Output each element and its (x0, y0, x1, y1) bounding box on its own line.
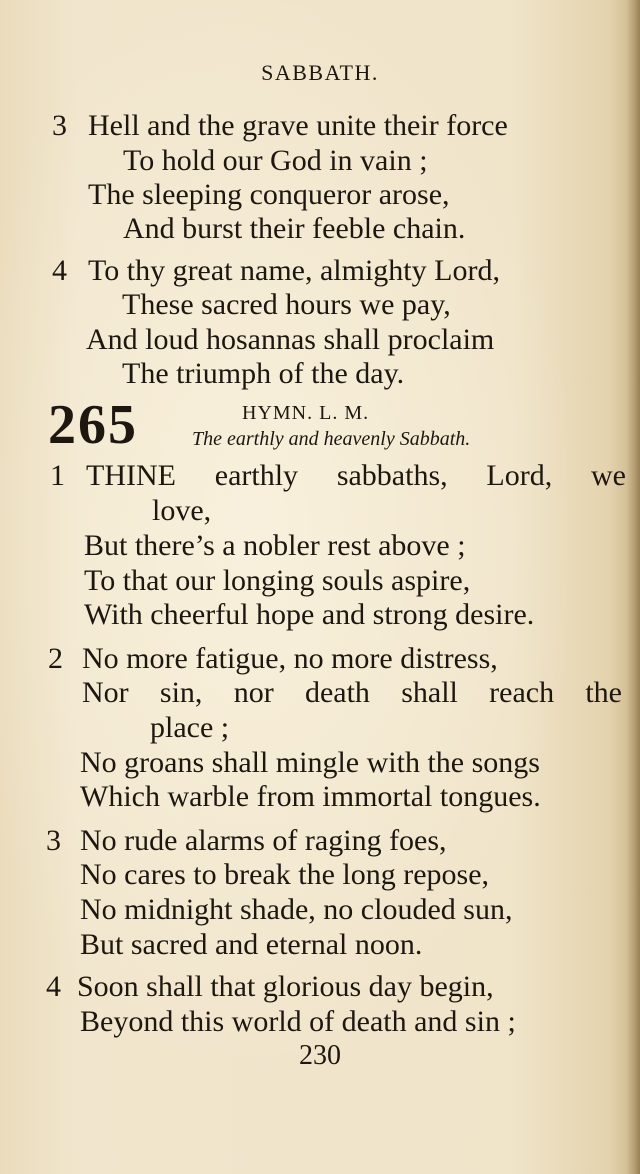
stanza-number: 4 (52, 254, 67, 287)
verse-word: we (591, 459, 626, 492)
verse-word: THINE (86, 459, 176, 492)
verse-line: These sacred hours we pay, (122, 288, 451, 321)
verse-line: Which warble from immortal tongues. (80, 780, 541, 813)
verse-line (86, 461, 626, 491)
verse-line: place ; (150, 711, 230, 744)
verse-line: To hold our God in vain ; (123, 144, 428, 177)
verse-line (82, 678, 622, 708)
page-edge-shadow (626, 0, 640, 1174)
stanza-number: 3 (46, 824, 61, 857)
verse-line: The triumph of the day. (122, 357, 405, 390)
verse-line: And loud hosannas shall proclaim (86, 323, 495, 356)
verse-word: Nor (82, 676, 129, 709)
stanza-number: 4 (46, 970, 61, 1003)
verse-line: No groans shall mingle with the songs (80, 746, 540, 779)
stanza-number: 3 (52, 109, 67, 142)
verse-line: Soon shall that glorious day begin, (77, 970, 494, 1003)
hymn-meter: HYMN. L. M. (242, 402, 370, 424)
verse-word: reach (489, 676, 555, 709)
verse-word: earthly (214, 459, 299, 492)
verse-line: No rude alarms of raging foes, (80, 824, 447, 857)
running-head: SABBATH. (261, 60, 379, 85)
stanza-number: 1 (50, 459, 65, 492)
verse-line: To thy great name, almighty Lord, (88, 254, 500, 287)
verse-line: No more fatigue, no more distress, (82, 642, 498, 675)
page-number: 230 (299, 1040, 341, 1071)
stanza-number: 2 (48, 642, 63, 675)
verse-line: With cheerful hope and strong desire. (84, 598, 535, 631)
verse-line: love, (152, 494, 212, 527)
verse-line: No midnight shade, no clouded sun, (80, 893, 513, 926)
verse-word: Lord, (486, 459, 553, 492)
verse-word: nor (233, 676, 274, 709)
verse-word: sin, (159, 676, 203, 709)
verse-word: shall (401, 676, 458, 709)
verse-line: Hell and the grave unite their force (88, 109, 508, 142)
verse-line: To that our longing souls aspire, (84, 564, 471, 597)
verse-line: But there’s a nobler rest above ; (84, 529, 466, 562)
hymn-number: 265 (48, 394, 138, 456)
verse-line: The sleeping conqueror arose, (88, 178, 450, 211)
verse-line: Beyond this world of death and sin ; (80, 1005, 516, 1038)
verse-word: the (585, 676, 622, 709)
verse-line: No cares to break the long repose, (80, 858, 490, 891)
hymn-subtitle: The earthly and heavenly Sabbath. (192, 428, 471, 450)
verse-word: sabbaths, (336, 459, 448, 492)
verse-line: But sacred and eternal noon. (80, 928, 423, 961)
verse-line: And burst their feeble chain. (123, 212, 466, 245)
verse-word: death (304, 676, 370, 709)
